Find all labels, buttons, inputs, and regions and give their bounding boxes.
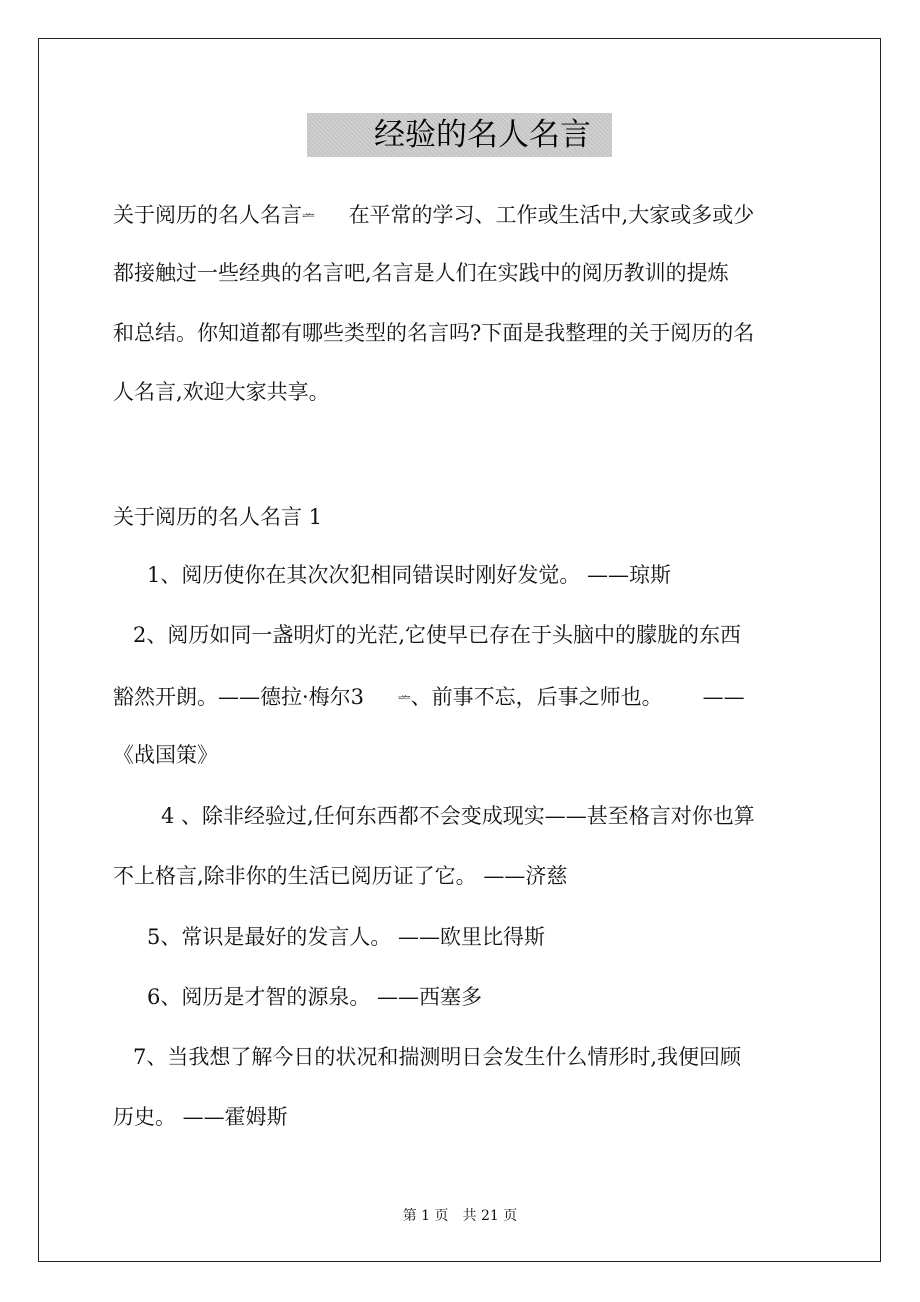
intro-line-1 xyxy=(113,200,754,232)
page-number: 第 1 页 xyxy=(402,1208,449,1224)
broken-glyph-icon: ᆇ xyxy=(302,209,315,224)
quote-5: 5、常识是最好的发言人。 ——欧里比得斯 xyxy=(147,925,546,949)
section-heading: 关于阅历的名人名言 1 xyxy=(113,505,323,529)
quote-2-line-1: 2、阅历如同一盏明灯的光茫,它使早已存在于头脑中的朦胧的东西 xyxy=(133,623,742,647)
intro-line-1-start: 关于阅历的名人名言 xyxy=(113,203,302,227)
intro-line-1-end: 在平常的学习、工作或生活中,大家或多或少 xyxy=(348,203,755,227)
quote-3-text: 、前事不忘，后事之师也。 xyxy=(410,685,663,709)
quote-2-attribution: 豁然开朗。——德拉·梅尔3 xyxy=(113,685,365,709)
quote-7-line-1: 7、当我想了解今日的状况和揣测明日会发生什么情形时,我便回顾 xyxy=(133,1045,742,1069)
quote-6: 6、阅历是才智的源泉。 ——西塞多 xyxy=(147,985,483,1009)
intro-line-3: 和总结。你知道都有哪些类型的名言吗?下面是我整理的关于阅历的名 xyxy=(113,321,755,345)
quote-1: 1、阅历使你在其次次犯相同错误时刚好发觉。 ——琼斯 xyxy=(147,563,672,587)
quote-2-line-2 xyxy=(113,682,745,714)
intro-line-4: 人名言,欢迎大家共享。 xyxy=(113,380,330,404)
page-footer xyxy=(0,1206,920,1226)
quote-3-source: 《战国策》 xyxy=(113,743,218,767)
broken-glyph-icon: ᆇ xyxy=(398,691,411,706)
quote-4-line-1: 4 、除非经验过,任何东西都不会变成现实——甚至格言对你也算 xyxy=(161,804,755,828)
page-total: 共 21 页 xyxy=(462,1208,518,1224)
intro-line-2: 都接触过一些经典的名言吧,名言是人们在实践中的阅历教训的提炼 xyxy=(113,261,729,285)
quote-3-dash: —— xyxy=(702,685,745,709)
quote-4-line-2: 不上格言,除非你的生活已阅历证了它。 ——济慈 xyxy=(113,864,568,888)
document-title: 经验的名人名言 xyxy=(374,117,591,153)
quote-7-line-2: 历史。 ——霍姆斯 xyxy=(113,1105,288,1129)
